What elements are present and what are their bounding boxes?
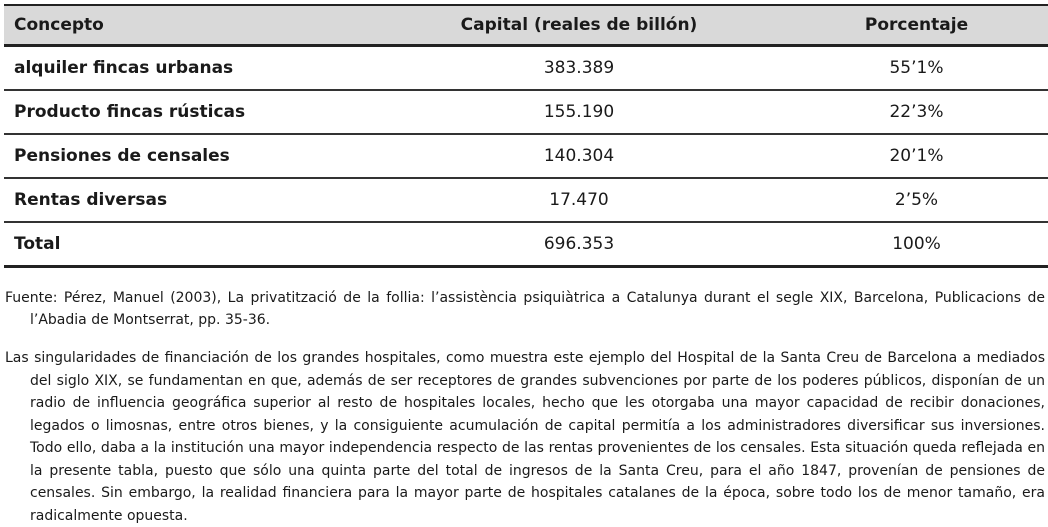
cell-percentage: 22’3% <box>779 90 1048 134</box>
cell-percentage-total: 100% <box>779 222 1048 267</box>
cell-capital: 383.389 <box>379 46 779 91</box>
body-paragraph: Las singularidades de financiación de los grandes hospitales, como muestra este ejemplo del Hospital de la Santa Creu de Barcelona a mediados del siglo XIX, se fundamentan en que, además de ser receptores de grandes subvenciones por parte de los poderes públicos, disponían de un radio de influencia geográfica superior al resto de hospitales locales, hecho que les otorgaba una mayor capacidad de recibir donaciones, legados o limosnas, entre otros bienes, y la consiguiente acumulación de capital permitía a los administradores diversificar sus inversiones. Todo ello, daba a la institución una mayor independencia respecto de las rentas provenientes de los censales. Esta situación queda reflejada en la presente tabla, puesto que sólo una quinta parte del total de ingresos de la Santa Creu, para el año 1847, provenían de pensiones de censales. Sin embargo, la realidad financiera para la mayor parte de hospitales catalanes de la época, sobre todo los de menor tamaño, era radicalmente opuesta. <box>5 350 1045 524</box>
capital-table <box>4 4 1048 268</box>
table-row <box>4 46 1048 91</box>
header-concept: Concepto <box>4 5 379 46</box>
cell-concept: Producto fincas rústicas <box>4 90 379 134</box>
cell-capital: 17.470 <box>379 178 779 222</box>
header-capital: Capital (reales de billón) <box>379 5 779 46</box>
cell-concept: Pensiones de censales <box>4 134 379 178</box>
cell-percentage: 2’5% <box>779 178 1048 222</box>
cell-percentage: 55’1% <box>779 46 1048 91</box>
cell-percentage: 20’1% <box>779 134 1048 178</box>
source-note: Fuente: Pérez, Manuel (2003), La privatització de la follia: l’assistència psiquiàtrica a Catalunya durant el segle XIX, Barcelona, Publicacions de l’Abadia de Montserrat, pp. 35-36. <box>5 290 1045 328</box>
table-total-row <box>4 222 1048 267</box>
cell-capital-total: 696.353 <box>379 222 779 267</box>
cell-capital: 140.304 <box>379 134 779 178</box>
table-header-row <box>4 5 1048 46</box>
cell-concept-total: Total <box>4 222 379 267</box>
header-percentage: Porcentaje <box>779 5 1048 46</box>
cell-concept: Rentas diversas <box>4 178 379 222</box>
capital-table-container <box>4 4 1044 268</box>
table-row <box>4 134 1048 178</box>
cell-capital: 155.190 <box>379 90 779 134</box>
table-row <box>4 90 1048 134</box>
cell-concept: alquiler fincas urbanas <box>4 46 379 91</box>
table-row <box>4 178 1048 222</box>
